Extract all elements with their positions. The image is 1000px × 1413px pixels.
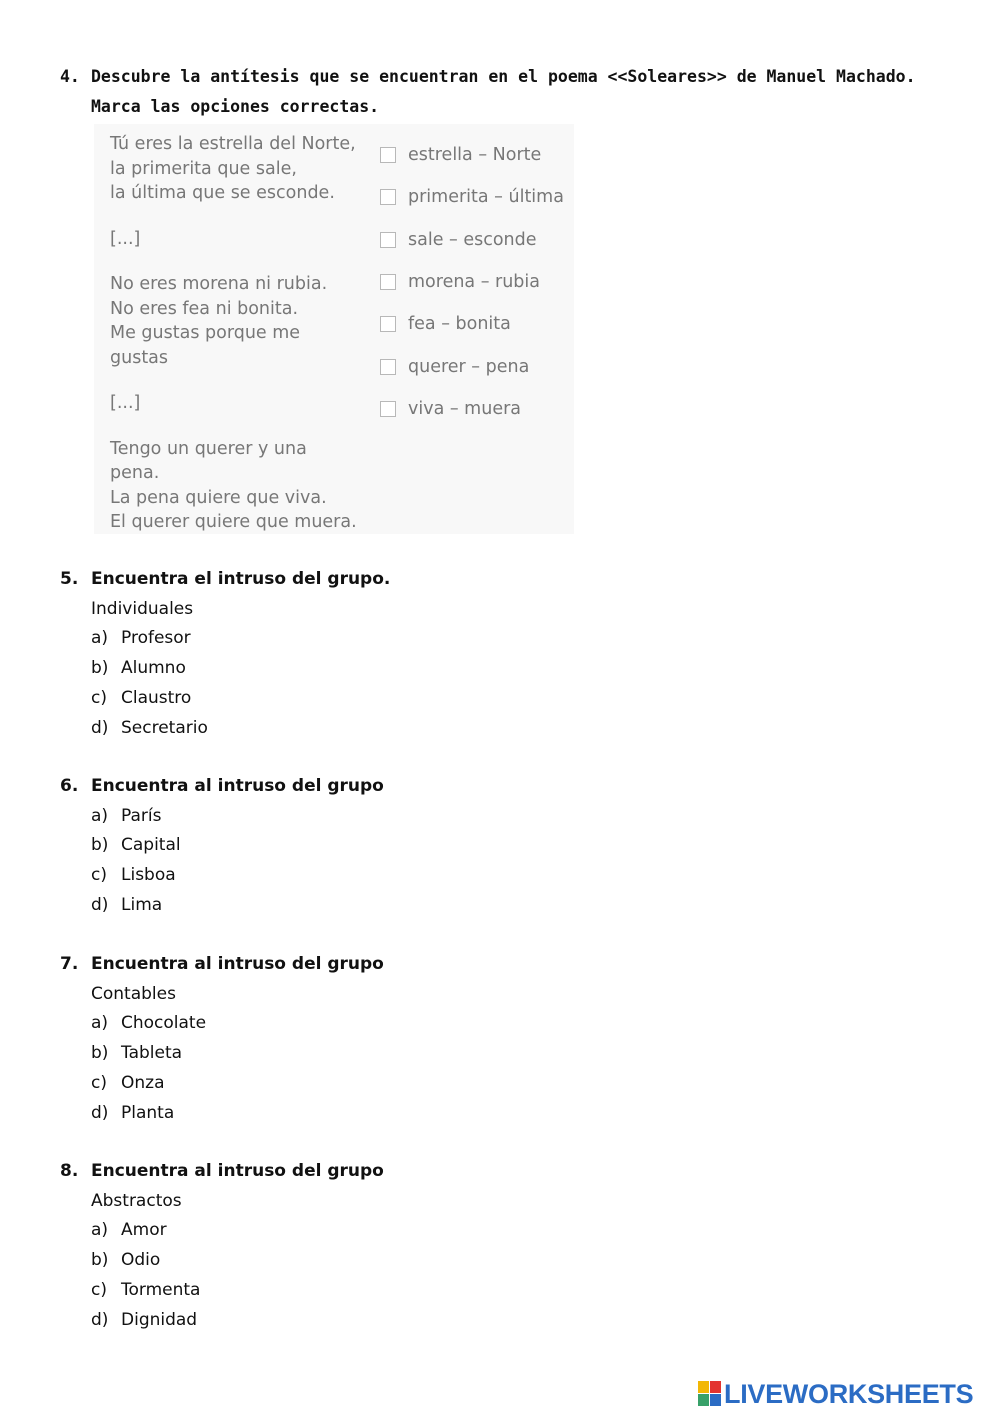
answer-text: Odio (121, 1250, 161, 1271)
liveworksheets-logo (698, 1378, 973, 1410)
option-checkbox[interactable] (380, 274, 396, 290)
option-label: fea – bonita (408, 314, 511, 335)
question-title (60, 772, 660, 802)
poem-line: gustas (110, 347, 169, 368)
answer-text: Claustro (121, 687, 192, 708)
option-checkbox[interactable] (380, 359, 396, 375)
question-title-line1: Descubre la antítesis que se encuentran en el poema <<Soleares>> de Manuel Machado. (91, 67, 916, 86)
poem-line: [...] (110, 393, 141, 413)
question-number: 4. (60, 67, 80, 86)
answer-letter: c) (91, 1279, 107, 1300)
question-text: Encuentra al intruso del grupo (91, 954, 384, 974)
answer-letter: d) (91, 1102, 109, 1123)
answer-option[interactable] (60, 1276, 660, 1306)
question-text: Encuentra al intruso del grupo (91, 776, 384, 796)
poem-stanza (110, 132, 360, 206)
poem-line: la primerita que sale, (110, 158, 297, 179)
answer-text: Capital (121, 835, 181, 856)
answer-text: Onza (121, 1072, 165, 1093)
option-checkbox[interactable] (380, 401, 396, 417)
question-category: Abstractos (91, 1190, 182, 1211)
poem-line: [...] (110, 228, 141, 249)
option-checkbox[interactable] (380, 189, 396, 205)
antithesis-option[interactable] (380, 134, 564, 176)
answer-letter: d) (91, 894, 109, 915)
option-checkbox[interactable] (380, 147, 396, 163)
option-checkbox[interactable] (380, 316, 396, 332)
antithesis-options (380, 134, 564, 430)
poem-line: pena. (110, 463, 160, 483)
answer-letter: b) (91, 835, 109, 856)
answer-text: Lima (121, 894, 163, 915)
answer-option[interactable] (60, 714, 660, 744)
question-title-line2: Marca las opciones correctas. (91, 97, 380, 116)
answer-text: Tormenta (121, 1279, 201, 1300)
poem-stanza (110, 272, 360, 370)
antithesis-option[interactable] (380, 345, 564, 387)
question-number: 8. (60, 1161, 79, 1181)
question-number: 5. (60, 569, 79, 589)
answer-option[interactable] (60, 1009, 660, 1039)
answer-letter: c) (91, 687, 107, 708)
antithesis-option[interactable] (380, 261, 564, 303)
option-label: primerita – última (408, 187, 564, 208)
question-5 (60, 565, 660, 743)
answer-text: Dignidad (121, 1309, 198, 1330)
question-category: Individuales (91, 598, 194, 619)
option-label: viva – muera (408, 398, 521, 419)
question-text: Encuentra el intruso del grupo. (91, 569, 391, 589)
answer-letter: d) (91, 717, 109, 738)
answer-letter: a) (91, 1013, 109, 1034)
question-7 (60, 950, 660, 1128)
answer-option[interactable] (60, 654, 660, 684)
answer-option[interactable] (60, 802, 660, 832)
question-title (60, 1157, 660, 1187)
option-label: estrella – Norte (408, 145, 542, 166)
answer-option[interactable] (60, 1099, 660, 1129)
option-checkbox[interactable] (380, 232, 396, 248)
answer-text: Amor (121, 1220, 167, 1241)
option-label: morena – rubia (408, 272, 541, 293)
answer-option[interactable] (60, 684, 660, 714)
poem-line: Tengo un querer y una (110, 438, 307, 459)
answer-text: París (121, 805, 162, 826)
question-title (60, 950, 660, 980)
poem-stanza (110, 391, 360, 416)
question-category: Contables (91, 983, 176, 1004)
logo-text: LIVEWORKSHEETS (724, 1378, 974, 1409)
poem-panel (94, 124, 574, 534)
antithesis-option[interactable] (380, 303, 564, 345)
poem-line: La pena quiere que viva. (110, 487, 327, 508)
poem-line: la última que se esconde. (110, 183, 335, 203)
answer-letter: b) (91, 1250, 109, 1271)
logo-grid-icon (698, 1381, 722, 1407)
answer-option[interactable] (60, 831, 660, 861)
question-8 (60, 1157, 660, 1335)
answer-letter: a) (91, 1220, 109, 1241)
answer-option[interactable] (60, 624, 660, 654)
answer-option[interactable] (60, 861, 660, 891)
answer-option[interactable] (60, 891, 660, 921)
poem-stanza (110, 227, 360, 252)
question-number: 7. (60, 954, 79, 974)
question-4-title (60, 62, 960, 122)
poem-line: No eres morena ni rubia. (110, 274, 328, 294)
answer-text: Profesor (121, 628, 191, 649)
antithesis-option[interactable] (380, 388, 564, 430)
poem-stanza (110, 437, 360, 535)
answer-text: Chocolate (121, 1013, 207, 1034)
answer-text: Secretario (121, 717, 208, 738)
question-text: Encuentra al intruso del grupo (91, 1161, 384, 1181)
poem-text (110, 132, 360, 556)
answer-text: Alumno (121, 658, 186, 679)
answer-letter: c) (91, 865, 107, 886)
poem-line: No eres fea ni bonita. (110, 298, 299, 319)
poem-line: Tú eres la estrella del Norte, (110, 134, 356, 154)
question-number: 6. (60, 776, 79, 796)
answer-option[interactable] (60, 1306, 660, 1336)
antithesis-option[interactable] (380, 176, 564, 218)
answer-text: Tableta (121, 1043, 183, 1064)
question-4 (60, 62, 960, 122)
answer-text: Planta (121, 1102, 175, 1123)
antithesis-option[interactable] (380, 219, 564, 261)
answer-option[interactable] (60, 1246, 660, 1276)
option-label: sale – esconde (408, 229, 537, 250)
answer-option[interactable] (60, 1216, 660, 1246)
answer-text: Lisboa (121, 865, 176, 886)
option-label: querer – pena (408, 356, 530, 377)
answer-letter: a) (91, 805, 109, 826)
answer-letter: c) (91, 1072, 107, 1093)
answer-letter: a) (91, 628, 109, 649)
answer-letter: d) (91, 1309, 109, 1330)
answer-option[interactable] (60, 1069, 660, 1099)
question-title (60, 565, 660, 595)
answer-letter: b) (91, 658, 109, 679)
answer-letter: b) (91, 1043, 109, 1064)
answer-option[interactable] (60, 1039, 660, 1069)
poem-line: Me gustas porque me (110, 323, 301, 343)
question-6 (60, 772, 660, 921)
poem-line: El querer quiere que muera. (110, 512, 357, 532)
